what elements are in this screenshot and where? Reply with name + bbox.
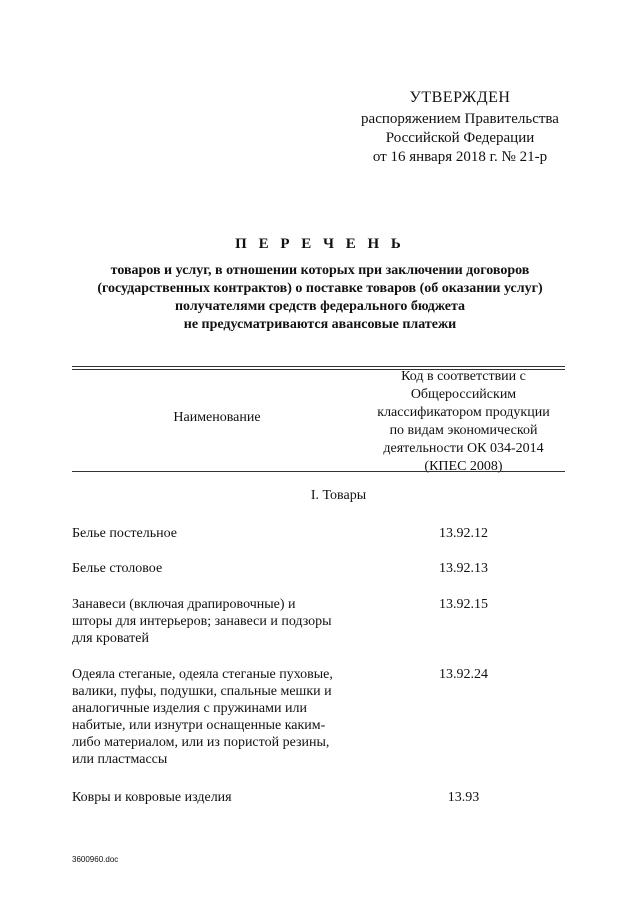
table-row — [72, 560, 565, 577]
row-name — [72, 789, 362, 806]
row-code: 13.92.24 — [439, 667, 488, 682]
approval-line: распоряжением Правительства — [361, 111, 559, 127]
table-header-rule — [72, 471, 565, 472]
row-name-line: Белье постельное — [72, 526, 177, 541]
row-name-line: аналогичные изделия с пружинами или — [72, 701, 307, 716]
row-name-line: шторы для интерьеров; занавеси и подзоры — [72, 614, 332, 629]
row-name-line: либо материалом, или из пористой резины, — [72, 735, 330, 750]
approval-block — [330, 88, 590, 167]
row-name-line: Ковры и ковровые изделия — [72, 790, 232, 805]
subtitle-line: (государственных контрактов) о поставке товаров (об оказании услуг) — [97, 281, 543, 296]
section-heading: I. Товары — [310, 488, 367, 503]
approval-heading: УТВЕРЖДЕН — [409, 89, 511, 106]
row-code: 13.92.15 — [439, 597, 488, 612]
document-title: П Е Р Е Ч Е Н Ь — [235, 236, 405, 252]
table-row — [72, 666, 565, 768]
row-name-line: или пластмассы — [72, 752, 168, 767]
header-code-line: Общероссийским — [410, 387, 517, 402]
row-code: 13.92.12 — [439, 526, 488, 541]
header-code-line: классификатором продукции — [377, 405, 550, 420]
table-row — [72, 596, 565, 647]
subtitle-line: не предусматриваются авансовые платежи — [183, 317, 457, 332]
row-name-line: валики, пуфы, подушки, спальные мешки и — [72, 684, 332, 699]
row-code: 13.93 — [447, 790, 480, 805]
subtitle-line: товаров и услуг, в отношении которых при заключении договоров — [110, 263, 530, 278]
row-name — [72, 560, 362, 577]
row-name-line: набитые, или изнутри оснащенные каким- — [72, 718, 326, 733]
table-top-rule — [72, 366, 565, 367]
column-header-name: Наименование — [173, 410, 261, 425]
document-subtitle — [60, 262, 580, 334]
table-row — [72, 789, 565, 806]
column-header-code — [362, 368, 565, 476]
row-name — [72, 666, 362, 768]
row-name-line: Белье столовое — [72, 561, 163, 576]
header-code-line: (КПЕС 2008) — [424, 459, 503, 474]
row-name — [72, 525, 362, 542]
subtitle-line: получателями средств федерального бюджета — [174, 299, 466, 314]
row-name-line: для кроватей — [72, 631, 149, 646]
header-code-line: по видам экономической — [389, 423, 538, 438]
header-code-line: деятельности ОК 034-2014 — [383, 441, 544, 456]
approval-line: Российской Федерации — [385, 130, 535, 146]
row-name — [72, 596, 362, 647]
row-code: 13.92.13 — [439, 561, 488, 576]
file-name-footer: 3600960.doc — [72, 855, 119, 864]
row-name-line: Занавеси (включая драпировочные) и — [72, 597, 296, 612]
header-code-line: Код в соответствии с — [401, 369, 526, 384]
row-name-line: Одеяла стеганые, одеяла стеганые пуховые, — [72, 667, 333, 682]
approval-line: от 16 января 2018 г. № 21-р — [372, 149, 548, 165]
table-row — [72, 525, 565, 542]
